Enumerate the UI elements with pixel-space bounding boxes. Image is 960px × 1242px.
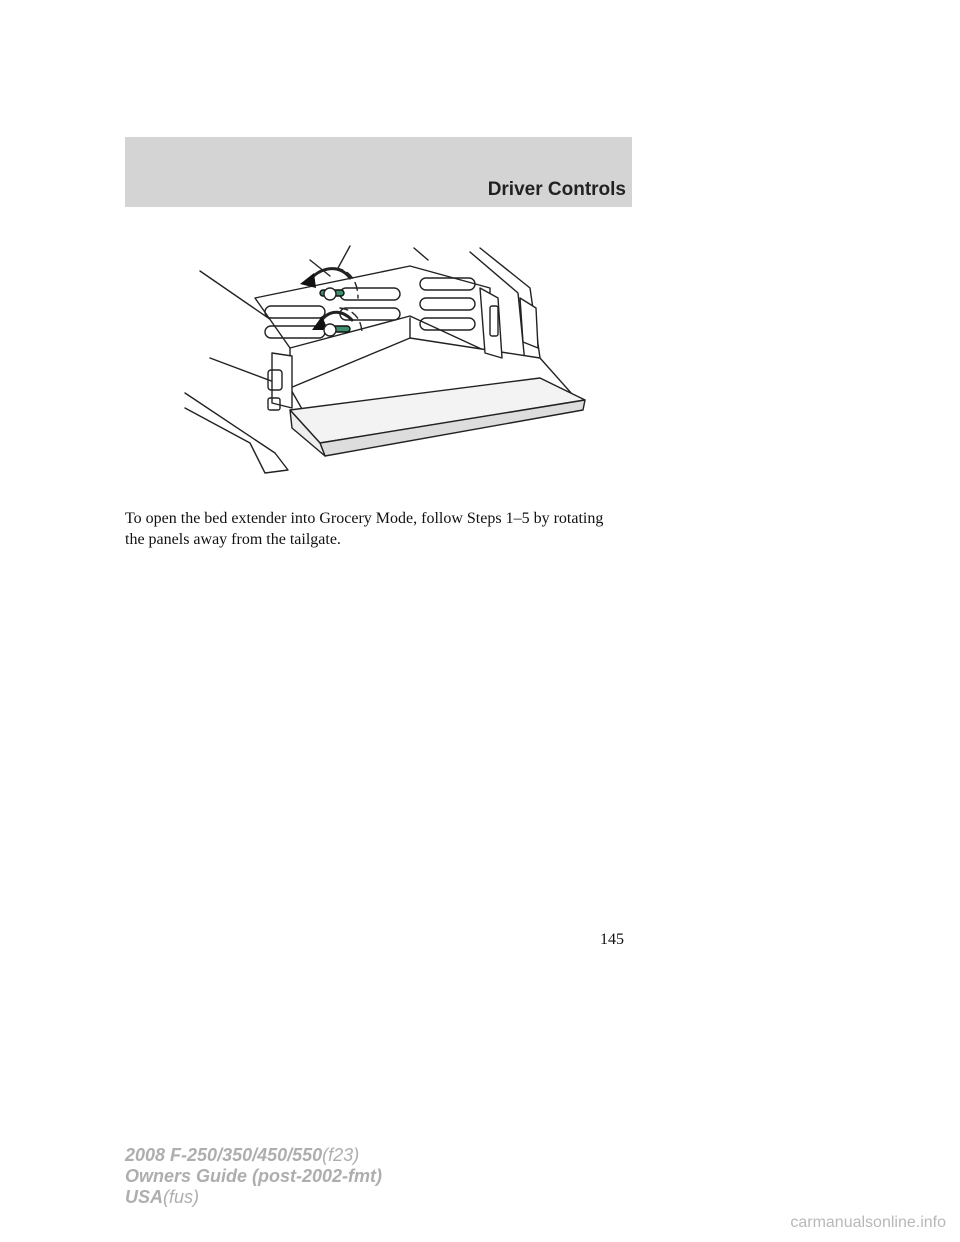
section-title: Driver Controls [487,179,626,200]
instruction-paragraph: To open the bed extender into Grocery Mode, follow Steps 1–5 by rotating the panels away from the tailgate. [125,510,604,548]
section-header-band [125,137,632,207]
watermark: carmanualsonline.info [790,1214,946,1231]
footer-model-code: (f23) [322,1145,360,1165]
bed-extender-illustration [180,238,600,474]
footer-region: USA [125,1187,164,1207]
footer-line-model [125,1145,382,1166]
footer-model: 2008 F-250/350/450/550 [125,1145,323,1165]
page-number: 145 [600,931,624,948]
footer-region-code: (fus) [163,1187,200,1207]
footer-line-region [125,1187,382,1208]
footer-guide-title: Owners Guide (post-2002-fmt) [125,1166,383,1186]
document-footer [125,1145,382,1208]
